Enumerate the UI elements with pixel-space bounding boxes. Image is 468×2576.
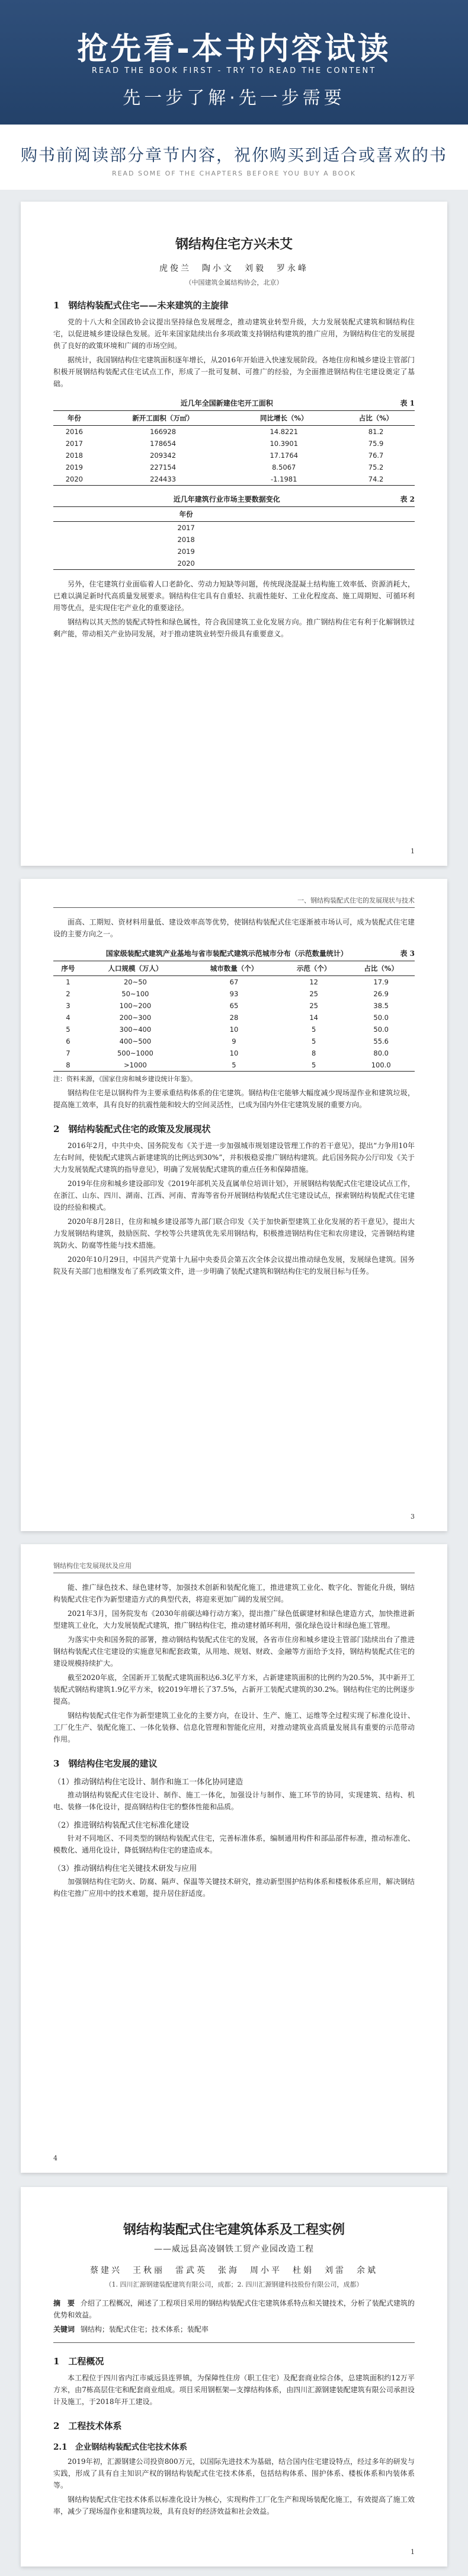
running-header: 一、钢结构装配式住宅的发展现状与技术 xyxy=(53,895,415,908)
banner-subtitle-en: READ THE BOOK FIRST - TRY TO READ THE CONTENT xyxy=(91,66,377,75)
divider xyxy=(53,2342,415,2343)
table-cell: 200~300 xyxy=(119,1013,152,1022)
table-row xyxy=(53,1047,415,1059)
table-cell: 209342 xyxy=(150,451,177,460)
paragraph: 钢结构装配式住宅作为新型建筑工业化的主要方向，在设计、生产、施工、运维等全过程实现了标准化设计、工厂化生产、装配化施工、一体化装修、信息化管理和智能化应用，对推动建筑业高质量发展具有重要的示范带动作用。 xyxy=(53,1711,415,1743)
table-number: 表 3 xyxy=(400,949,415,958)
table-cell: 65 xyxy=(229,1002,239,1010)
article-affiliation: （1. 四川汇源钢建装配建筑有限公司，成都；2. 四川汇源钢建科技股份有限公司，成都） xyxy=(105,2281,363,2288)
keywords-label: 关键词 xyxy=(53,2325,75,2333)
table-header: 序号 xyxy=(53,961,83,976)
table-cell: 75.9 xyxy=(368,439,384,448)
paragraph: 能、推广绿色技术、绿色建材等，加强技术创新和装配化施工，推进建筑工业化、数字化、智能化升级，钢结构装配式住宅作为新型建造方式的典型代表，将迎来更加广阔的发展空间。 xyxy=(53,1583,415,1603)
section-heading: 1 钢结构装配式住宅——未来建筑的主旋律 xyxy=(53,300,229,311)
paragraph: 面高、工期短、资材料用量低、建设效率高等优势，使钢结构装配式住宅逐渐被市场认可，成为装配式住宅建设的主要方向之一。 xyxy=(53,918,415,938)
banner-title: 抢先看-本书内容试读 xyxy=(77,31,391,67)
table-number: 表 2 xyxy=(400,495,415,503)
table-cell: 2016 xyxy=(65,428,84,436)
section-heading: 1 工程概况 xyxy=(53,2356,104,2367)
article-authors: 虎俊兰 陶小文 刘毅 罗永峰 xyxy=(159,264,309,273)
abstract xyxy=(53,2297,415,2321)
paragraph: 本工程位于四川省内江市威远县连界镇，为保障性住房（职工住宅）及配套商业综合体，总建筑面积约12万平方米，由7栋高层住宅和配套商业组成。项目采用钢框架—支撑结构体系，由四川汇源钢建装配建筑有限公司承担设计及施工，于2018年开工建设。 xyxy=(53,2374,415,2406)
table-cell: 100~200 xyxy=(119,1002,152,1010)
table-cell: 55.6 xyxy=(373,1037,389,1045)
page-number: 3 xyxy=(411,1513,415,1520)
table-cell: 50.0 xyxy=(373,1025,389,1034)
table-cell: 5 xyxy=(280,1059,347,1072)
table-title: 国家级装配式建筑产业基地与省市装配式建筑示范城市分布（示范数量统计） xyxy=(105,949,348,958)
intro-section xyxy=(0,125,468,190)
table-header: 占比（%） xyxy=(347,961,415,976)
table-cell: 2019 xyxy=(65,463,84,471)
table-cell: 67 xyxy=(229,978,239,986)
table-cell: 38.5 xyxy=(373,1002,389,1010)
table-cell: 166928 xyxy=(150,428,177,436)
data-table xyxy=(53,410,415,486)
table-cell: 2019 xyxy=(177,547,195,556)
table-row xyxy=(53,976,415,989)
table-cell: 17.1764 xyxy=(270,451,299,460)
table-cell: 4 xyxy=(66,1013,70,1022)
table-cell: 224433 xyxy=(95,473,231,486)
table-cell: 50.0 xyxy=(373,1013,389,1022)
paragraph: 钢结构住宅是以钢构件为主要承重结构体系的住宅建筑。钢结构住宅能够大幅度减少现场湿作业和建筑垃圾，提高施工效率，具有良好的抗震性能和较大的空间灵活性，已成为国内外住宅建筑发展的重要方向。 xyxy=(53,1089,415,1109)
article-title: 钢结构住宅方兴未艾 xyxy=(175,237,293,252)
table-header: 年份 xyxy=(53,411,95,426)
table-cell: 6 xyxy=(66,1037,70,1045)
table-cell: 80.0 xyxy=(373,1049,389,1057)
table-row xyxy=(53,1059,415,1072)
table-cell: 5 xyxy=(188,1059,280,1072)
table-cell: 3 xyxy=(66,1002,70,1010)
table-cell: 8 xyxy=(312,1049,316,1057)
section-heading: 2 工程技术体系 xyxy=(53,2421,122,2431)
table-cell: 8.5067 xyxy=(272,463,296,471)
table-cell: 1 xyxy=(66,978,70,986)
table-cell: 400~500 xyxy=(119,1037,152,1045)
table-header: 同比增长（%） xyxy=(230,411,337,426)
table-cell: 2017 xyxy=(177,524,195,532)
table-header xyxy=(319,507,351,522)
table-cell: 17.9 xyxy=(373,978,389,986)
table-caption xyxy=(53,398,415,408)
subsection-heading: （1）推动钢结构住宅设计、制作和施工一体化协同建造 xyxy=(53,1778,243,1787)
subsection-heading: （3）推动钢结构住宅关键技术研发与应用 xyxy=(53,1864,197,1873)
keywords-text: 钢结构；装配式住宅；技术体系；装配率 xyxy=(80,2325,209,2333)
table-caption xyxy=(53,494,415,504)
book-page-3 xyxy=(21,1544,447,2173)
section-heading: 2 钢结构装配式住宅的政策及发展现状 xyxy=(53,1124,211,1134)
table-row xyxy=(53,1000,415,1012)
table-cell: 500~1000 xyxy=(117,1049,153,1057)
abstract-label: 摘 要 xyxy=(53,2299,75,2307)
table-header: 示范（个） xyxy=(280,961,347,976)
table-row xyxy=(53,534,415,546)
table-cell: 9 xyxy=(232,1037,236,1045)
table-row xyxy=(53,1012,415,1024)
table-number: 表 1 xyxy=(400,399,415,407)
table-row xyxy=(53,546,415,557)
page-number: 1 xyxy=(411,847,415,855)
table-cell: 28 xyxy=(229,1013,239,1022)
table-caption xyxy=(53,948,415,958)
table-cell: 2020 xyxy=(53,557,319,570)
table-cell: 14.8221 xyxy=(270,428,299,436)
intro-text: 购书前阅读部分章节内容，祝你购买到适合或喜欢的书 xyxy=(20,145,447,165)
table-row xyxy=(53,522,415,534)
table-row xyxy=(53,461,415,473)
table-header: 年份 xyxy=(53,507,319,522)
intro-text-en: READ SOME OF THE CHAPTERS BEFORE YOU BUY A BOOK xyxy=(111,170,357,177)
paragraph: 加强钢结构住宅防火、防腐、隔声、保温等关键技术研究，推动新型围护结构体系和楼板体系应用，解决钢结构住宅推广应用中的技术难题，提升居住舒适度。 xyxy=(53,1877,415,1898)
table-cell: 8 xyxy=(53,1059,83,1072)
keywords xyxy=(53,2323,415,2335)
table-title: 近几年建筑行业市场主要数据变化 xyxy=(173,495,280,503)
table-header: 城市数量（个） xyxy=(188,961,280,976)
book-page-1 xyxy=(21,202,447,866)
table-cell: 5 xyxy=(312,1025,316,1034)
paragraph: 2019年初，汇源钢建公司投资800万元，以国际先进技术为基础，结合国内住宅建设特点，经过多年的研发与实践，形成了具有自主知识产权的钢结构装配式住宅技术体系，包括结构体系、围护体系、楼板体系和内装体系等。 xyxy=(53,2457,415,2489)
table-cell: 2 xyxy=(66,990,70,998)
table-cell: 2017 xyxy=(65,439,84,448)
book-page-4 xyxy=(21,2187,447,2567)
table-cell: 75.2 xyxy=(368,463,384,471)
page-number: 1 xyxy=(411,2548,415,2556)
paragraph: 另外，住宅建筑行业面临着人口老龄化、劳动力短缺等问题，传统现浇混凝土结构施工效率低、资源消耗大，已难以满足新时代高质量发展要求。钢结构住宅具有自重轻、抗震性能好、工业化程度高、施工周期短、可循环利用等优点，是实现住宅产业化的重要途径。 xyxy=(53,580,415,612)
paragraph: 截至2020年底，全国新开工装配式建筑面积达6.3亿平方米，占新建建筑面积的比例约为20.5%，其中新开工装配式钢结构建筑1.9亿平方米，较2019年增长了37.5%，占新开工装配式建筑的30.2%。钢结构住宅的比例逐步提高。 xyxy=(53,1673,415,1705)
paragraph: 2016年2月，中共中央、国务院发布《关于进一步加强城市规划建设管理工作的若干意见》，提出“力争用10年左右时间，使装配式建筑占新建建筑的比例达到30%”，并积极稳妥推广钢结构建筑。此后国务院办公厅印发《关于大力发展装配式建筑的指导意见》，明确了发展装配式建筑的重点任务和保障措施。 xyxy=(53,1142,415,1174)
table-cell: 10 xyxy=(229,1025,239,1034)
table-cell: 26.9 xyxy=(373,990,389,998)
table-row xyxy=(53,473,415,486)
table-row xyxy=(53,449,415,461)
banner-slogan: 先一步了解·先一步需要 xyxy=(123,88,345,109)
table-cell: 81.2 xyxy=(368,428,384,436)
table-row xyxy=(53,1024,415,1035)
table-cell: -1.1981 xyxy=(230,473,337,486)
paragraph: 为落实中央和国务院的部署，推动钢结构装配式住宅的发展，各省市住房和城乡建设主管部门陆续出台了推进钢结构装配式住宅建设的实施意见和配套政策，从用地、规划、财政、金融等方面给予支持，钢结构装配式住宅的建设规模持续扩大。 xyxy=(53,1635,415,1668)
table-cell: 227154 xyxy=(150,463,177,471)
paragraph: 钢结构装配式住宅技术体系以标准化设计为核心，实现构件工厂化生产和现场装配化施工，有效提高了施工效率，减少了现场湿作业和建筑垃圾，具有良好的经济效益和社会效益。 xyxy=(53,2495,415,2516)
table-cell: 5 xyxy=(66,1025,70,1034)
paragraph: 推动钢结构装配式住宅设计、制作、施工一体化，加强设计与制作、施工环节的协同，实现建筑、结构、机电、装修一体化设计，提高钢结构住宅的整体性能和品质。 xyxy=(53,1791,415,1811)
table-header: 新开工面积（万㎡） xyxy=(95,411,231,426)
article-title: 钢结构装配式住宅建筑体系及工程实例 xyxy=(123,2222,345,2237)
header-banner xyxy=(0,0,468,125)
running-header: 钢结构住宅发展现状及应用 xyxy=(53,1561,415,1573)
table-header xyxy=(383,507,415,522)
paragraph: 2020年10月29日，中国共产党第十九届中央委员会第五次全体会议提出推动绿色发展，发展绿色建筑。国务院及有关部门也相继发布了系列政策文件，进一步明确了装配式建筑和钢结构住宅的发展目标与任务。 xyxy=(53,1255,415,1276)
table-cell: 76.7 xyxy=(368,451,384,460)
table-header xyxy=(351,507,383,522)
subsection-heading: （2）推进钢结构装配式住宅标准化建设 xyxy=(53,1821,190,1830)
table-cell: 2020 xyxy=(53,473,95,486)
paragraph: 党的十八大和全国政协会议提出坚持绿色发展理念，推动建筑业转型升级，大力发展装配式建筑和钢结构住宅，以促进城乡建设绿色发展。近年来国家陆续出台多项政策支持钢结构建筑的推广应用，为钢结构住宅的发展提供了良好的政策环境和广阔的市场空间。 xyxy=(53,318,415,350)
table-cell: 20~50 xyxy=(123,978,147,986)
table-cell: 10 xyxy=(229,1049,239,1057)
table-cell: 50~100 xyxy=(121,990,149,998)
article-authors: 蔡建兴 王秋丽 雷武英 张海 周小平 杜娟 刘雷 余斌 xyxy=(90,2266,378,2275)
table-cell: >1000 xyxy=(83,1059,188,1072)
table-cell: 2018 xyxy=(177,535,195,544)
book-page-2 xyxy=(21,879,447,1531)
table-cell: 12 xyxy=(309,978,318,986)
table-cell: 2018 xyxy=(65,451,84,460)
table-note: 注：资料来源，《国家住房和城乡建设统计年鉴》。 xyxy=(53,1075,197,1083)
article-affiliation: （中国建筑金属结构协会，北京） xyxy=(185,279,283,286)
table-cell: 178654 xyxy=(150,439,177,448)
table-header: 人口规模（万人） xyxy=(83,961,188,976)
table-row xyxy=(53,438,415,449)
table-cell: 100.0 xyxy=(347,1059,415,1072)
table-cell: 93 xyxy=(229,990,239,998)
table-row xyxy=(53,426,415,438)
data-table xyxy=(53,506,415,570)
paragraph: 2020年8月28日，住房和城乡建设部等九部门联合印发《关于加快新型建筑工业化发展的若干意见》，提出大力发展钢结构建筑，鼓励医院、学校等公共建筑优先采用钢结构，积极推进钢结构住宅和农房建设，完善钢结构建筑防火、防腐等性能与技术措施。 xyxy=(53,1217,415,1249)
table-cell: 25 xyxy=(309,990,318,998)
table-cell: 14 xyxy=(309,1013,318,1022)
page-number: 4 xyxy=(53,2154,57,2162)
paragraph: 针对不同地区、不同类型的钢结构装配式住宅，完善标准体系，编制通用构件和部品部件标准，推动标准化、模数化、通用化设计，降低钢结构住宅的建造成本。 xyxy=(53,1834,415,1854)
paragraph: 2019年住房和城乡建设部印发《2019年部机关及直属单位培训计划》，开展钢结构装配式住宅建设试点工作，在浙江、山东、四川、湖南、江西、河南、青海等省份开展钢结构装配式住宅建设试点，探索钢结构装配式住宅建设的经验和模式。 xyxy=(53,1179,415,1212)
table-cell: 5 xyxy=(312,1037,316,1045)
table-cell: 25 xyxy=(309,1002,318,1010)
data-table xyxy=(53,961,415,1072)
table-row xyxy=(53,988,415,1000)
table-cell: 74.2 xyxy=(337,473,415,486)
table-title: 近几年全国新建住宅开工面积 xyxy=(180,399,273,407)
table-cell: 7 xyxy=(66,1049,70,1057)
table-header: 占比（%） xyxy=(337,411,415,426)
table-cell: 10.3901 xyxy=(270,439,299,448)
paragraph: 据统计，我国钢结构住宅建筑面积逐年增长，从2016年开始进入快速发展阶段。各地住房和城乡建设主管部门积极开展钢结构装配式住宅试点工作，形成了一批可复制、可推广的经验，为全面推进钢结构住宅建设奠定了基础。 xyxy=(53,356,415,388)
section-heading: 3 钢结构住宅发展的建议 xyxy=(53,1758,158,1769)
paragraph: 钢结构以其天然的装配式特性和绿色属性，符合我国建筑工业化发展方向。推广钢结构住宅有利于化解钢铁过剩产能，带动相关产业协同发展，对于推动建筑业转型升级具有重要意义。 xyxy=(53,618,415,638)
table-row xyxy=(53,557,415,570)
table-cell: 300~400 xyxy=(119,1025,152,1034)
abstract-text: 介绍了工程概况，阐述了工程项目采用的钢结构装配式住宅建筑体系特点和关键技术，分析了装配式建筑的优势和效益。 xyxy=(53,2299,415,2319)
paragraph: 2021年3月，国务院发布《2030年前碳达峰行动方案》，提出推广绿色低碳建材和绿色建造方式，加快推进新型建筑工业化，大力发展装配式建筑，推广钢结构住宅，推动建材循环利用，强化绿色设计和绿色施工管理。 xyxy=(53,1609,415,1630)
table-row xyxy=(53,1035,415,1047)
subsection-heading: 2.1 企业钢结构装配式住宅技术体系 xyxy=(53,2443,187,2452)
article-subtitle: ——威远县高凌钢铁工贸产业园改造工程 xyxy=(154,2245,314,2254)
